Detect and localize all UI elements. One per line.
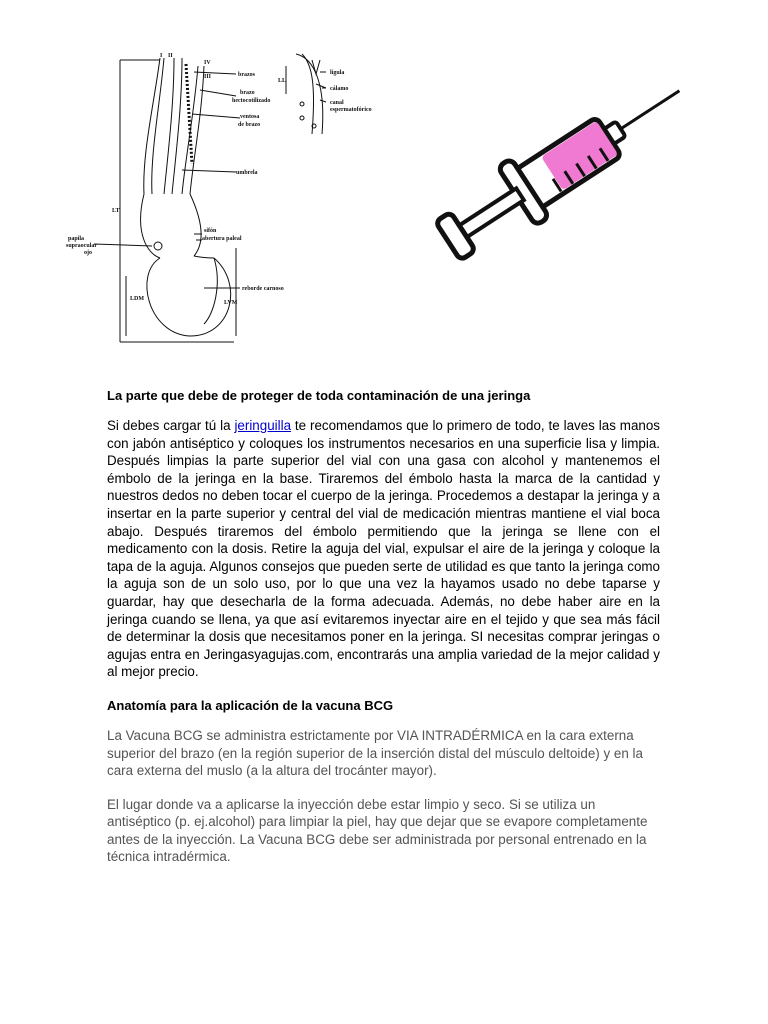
label-ojo: ojo: [84, 250, 92, 256]
label-ldm: LDM: [130, 296, 144, 302]
section-heading-syringe: La parte que debe de proteger de toda contaminación de una jeringa: [107, 388, 531, 403]
label-roman-2: II: [168, 53, 173, 59]
jeringuilla-link[interactable]: jeringuilla: [234, 418, 292, 433]
label-ll: LL: [278, 78, 287, 84]
label-brazo: brazo: [240, 90, 255, 96]
label-sifon: sifón: [204, 228, 217, 234]
label-ventosa: ventosa: [240, 114, 260, 120]
syringe-instructions-paragraph: [107, 417, 660, 681]
label-espermatoforico: espermatofórico: [330, 107, 372, 113]
label-abertura-paleal: abertura paleal: [202, 236, 242, 242]
article-body: [107, 387, 660, 866]
syringe-icon: [420, 60, 705, 275]
octopus-anatomy-figure: [64, 44, 396, 348]
paragraph-body-text: te recomendamos que lo primero de todo, te laves las manos con jabón antiséptico y coloques los instrumentos necesarios en una superficie lisa y limpia. Después limpias la parte superior del vial con una gasa con alcohol y mantenemos el émbolo de la jeringa en la base. Tiraremos del émbolo hasta la marca de la cantidad y nuestros dedos no deben tocar el cuerpo de la jeringa. Procedemos a destapar la jeringa y a insertar en la parte superior y central del vial de medicación mientras mantiene el vial boca abajo. Después tiraremos del émbolo permitiendo que la jeringa se llene con el medicamento con la dosis. Retire la aguja del vial, expulsar el aire de la jeringa y coloque la tapa de la aguja. Algunos consejos que pueden serte de utilidad es que tanto la jeringa como la aguja son de un solo uso, por lo que una vez la hayamos usado no debe taparse y guardar, hay que desecharla de la forma adecuada. Además, no debe haber aire en la jeringa cuando se llena, ya que así evitaremos inyectar aire en el tejido y que sea más fácil de determinar la dosis que necesitamos poner en la jeringa. SI necesitas comprar jeringas o agujas entra en Jeringasyagujas.com, encontrarás una amplia variedad de la mejor calidad y al mejor precio.: [107, 418, 660, 680]
label-roman-1: I: [160, 53, 163, 59]
syringe-illustration: [420, 60, 705, 275]
label-brazos: brazos: [238, 72, 255, 78]
label-reborde-carnoso: reborde carnoso: [242, 286, 284, 292]
label-de-brazo: de brazo: [238, 122, 261, 128]
label-roman-4: IV: [204, 60, 211, 66]
label-lvm: LVM: [224, 300, 238, 306]
label-hectocotilizado: hectocotilizado: [232, 98, 271, 104]
label-lt: LT: [112, 208, 120, 214]
label-roman-3: III: [204, 74, 212, 80]
bcg-administration-paragraph: La Vacuna BCG se administra estrictamente por VIA INTRADÉRMICA en la cara externa superior del brazo (en la región superior de la inserción distal del músculo deltoide) y en la cara externa del muslo (a la altura del trocánter mayor).: [107, 727, 643, 779]
label-ligula: lígula: [330, 70, 345, 76]
bcg-injection-site-paragraph: El lugar donde va a aplicarse la inyección debe estar limpio y seco. Si se utiliza un antiséptico (p. ej.alcohol) para limpiar la piel, hay que dejar que se evapore completamente antes de la inyección. La Vacuna BCG debe ser administrada por personal entrenado en la técnica intradérmica.: [107, 796, 648, 865]
label-calamo: cálamo: [330, 86, 349, 92]
label-supraocular: supraocular: [66, 243, 98, 249]
label-umbrela: umbrela: [236, 170, 258, 176]
label-papila: papila: [68, 236, 85, 242]
label-canal: canal: [330, 100, 344, 106]
octopus-anatomy-drawing: [64, 44, 396, 348]
section-heading-bcg: Anatomía para la aplicación de la vacuna BCG: [107, 697, 394, 713]
paragraph-intro-text: Si debes cargar tú la: [107, 418, 235, 433]
